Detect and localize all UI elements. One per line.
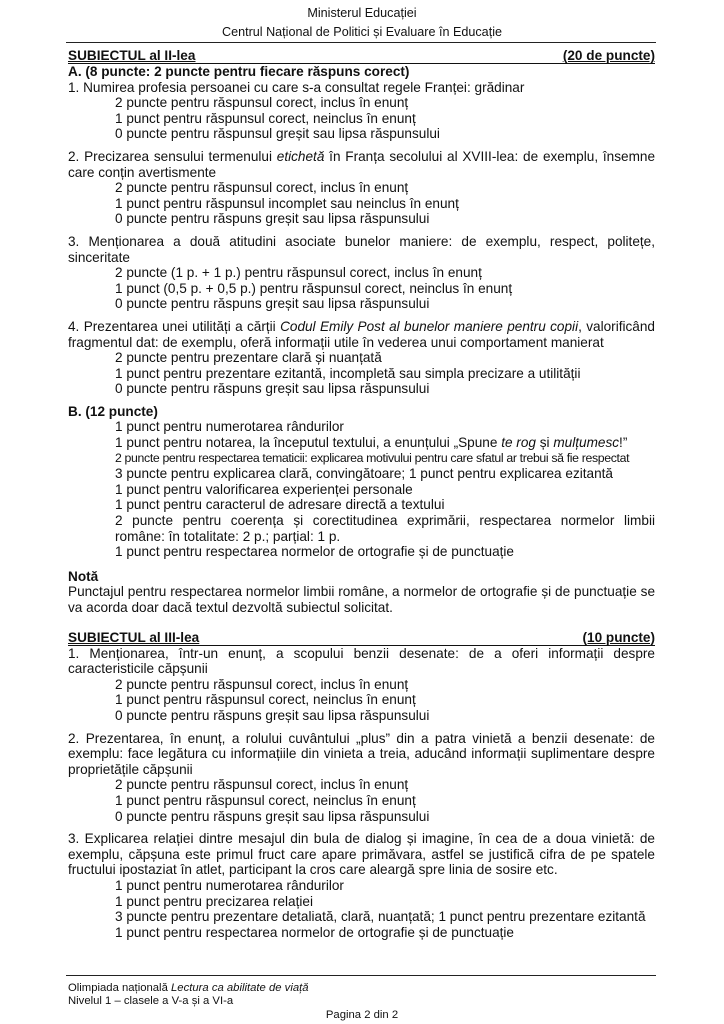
question-text — [68, 80, 655, 96]
italic-segment: Codul Emily Post al bunelor maniere pentru copii — [280, 318, 579, 334]
question-text — [68, 149, 655, 180]
footer-rule — [66, 975, 656, 976]
part-a-heading: A. (8 puncte: 2 puncte pentru fiecare răspuns corect) — [68, 64, 410, 79]
document-body — [68, 46, 655, 940]
text-segment: , valorificând fragmentul dat: de exemplu, oferă informații utile în vederea unui comportament manierat — [68, 318, 655, 350]
scoring-criterion: 0 puncte pentru răspuns greșit sau lipsa răspunsului — [115, 707, 430, 723]
scoring-criterion: 1 punct pentru răspunsul corect, neinclus în enunț — [115, 110, 416, 126]
scoring-criterion: 0 puncte pentru răspuns greșit sau lipsa răspunsului — [115, 381, 430, 397]
text-segment: !” — [619, 435, 628, 451]
text-segment: și — [535, 435, 554, 451]
scoring-criterion: 1 punct pentru precizarea relației — [115, 893, 313, 909]
text-segment: 1. Menționarea, într-un enunț, a scopului benzii desenate: de a oferi informații despre caracteristicile căpșunii — [68, 645, 655, 677]
scoring-criterion: 0 puncte pentru răspuns greșit sau lipsa răspunsului — [115, 808, 430, 824]
center-name: Centrul Național de Politici și Evaluare în Educație — [221, 25, 502, 39]
text-segment: 1 punct pentru respectarea normelor de ortografie și de punctuație — [115, 544, 514, 560]
scoring-criterion: 2 puncte pentru răspunsul corect, inclus în enunț — [115, 95, 409, 111]
scoring-criterion: 2 puncte pentru prezentare clară și nuanțată — [115, 350, 382, 366]
scoring-criterion — [68, 544, 655, 560]
scoring-criterion: 1 punct pentru răspunsul corect, neinclus în enunț — [115, 792, 416, 808]
text-segment: 3. Explicarea relației dintre mesajul din bula de dialog și imagine, în cea de a doua vinietă: de exemplu, căpșuna este primul fruct care apare primăvara, astfel se justifică cifra de pe spatele fructului ipostaziat în atlet, participant la cros care aleargă spre linia de sosire etc. — [68, 831, 655, 878]
text-segment: 3 puncte pentru explicarea clară, convingătoare; 1 punct pentru explicarea ezitantă — [115, 466, 613, 482]
scoring-criterion: 0 puncte pentru răspuns greșit sau lipsa răspunsului — [115, 211, 430, 227]
subject-2-heading — [68, 48, 655, 64]
page-number: Pagina 2 din 2 — [325, 1009, 399, 1021]
text-segment: 1 punct pentru valorificarea experienței personale — [115, 481, 413, 497]
question-text — [68, 831, 655, 878]
scoring-criterion — [68, 466, 655, 482]
subject-3-title: SUBIECTUL al III-lea — [68, 629, 200, 645]
subject-3-heading — [68, 630, 655, 646]
scoring-criterion: 1 punct pentru răspunsul incomplet sau neinclus în enunț — [115, 195, 459, 211]
question-text — [68, 646, 655, 677]
note-heading: Notă — [68, 568, 99, 584]
scoring-criterion: 1 punct pentru prezentare ezitantă, incompletă sau simpla precizare a utilității — [115, 365, 581, 381]
scoring-criterion: 2 puncte pentru răspunsul corect, inclus în enunț — [115, 676, 409, 692]
text-segment: 1. Numirea profesia persoanei cu care s-a consultat regele Franței: grădinar — [68, 79, 525, 95]
text-segment: 1 punct pentru caracterul de adresare directă a textului — [115, 497, 445, 513]
scoring-criterion: 1 punct (0,5 p. + 0,5 p.) pentru răspunsul corect, neinclus în enunț — [115, 280, 513, 296]
scoring-criterion — [68, 497, 655, 513]
footer-olympiad: Olimpiada națională — [68, 982, 171, 994]
text-segment: 1 punct pentru numerotarea rândurilor — [115, 419, 344, 435]
scoring-criterion — [68, 451, 655, 467]
text-segment: 2 puncte pentru respectarea tematicii: explicarea motivului pentru care sfatul ar trebui să fie respectat — [115, 450, 630, 465]
ministry-name: Ministerul Educației — [307, 6, 417, 20]
note-text: Punctajul pentru respectarea normelor limbii române, a normelor de ortografie și de punctuație se va acorda doar dacă textul dezvoltă subiectul solicitat. — [68, 584, 655, 615]
scoring-criterion: 2 puncte (1 p. + 1 p.) pentru răspunsul corect, inclus în enunț — [115, 265, 482, 281]
text-segment: 1 punct pentru notarea, la începutul textului, a enunțului „Spune — [115, 435, 502, 451]
text-segment: în Franța secolului al XVIII-lea: de exemplu, însemne care conțin avertismente — [68, 148, 656, 180]
text-segment: 3. Menționarea a două atitudini asociate bunelor maniere: de exemplu, respect, politețe, sinceritate — [68, 233, 655, 265]
footer — [68, 982, 309, 1008]
scoring-criterion: 1 punct pentru respectarea normelor de ortografie și de punctuație — [115, 924, 514, 940]
scoring-criterion: 2 puncte pentru răspunsul corect, inclus în enunț — [115, 180, 409, 196]
text-segment: 2 puncte pentru coerența și corectitudinea exprimării, respectarea normelor limbii române: în totalitate: 2 p.; parțial: 1 p. — [115, 513, 655, 544]
scoring-criterion: 0 puncte pentru răspunsul greșit sau lipsa răspunsului — [115, 126, 440, 142]
footer-line-2: Nivelul 1 – clasele a V-a și a VI-a — [68, 995, 234, 1007]
footer-olympiad-title: Lectura ca abilitate de viață — [171, 982, 309, 994]
scoring-criterion: 1 punct pentru răspunsul corect, neinclus în enunț — [115, 692, 416, 708]
question-text — [68, 319, 655, 350]
scoring-criterion — [68, 419, 655, 435]
question-text — [68, 234, 655, 265]
scoring-criterion — [68, 482, 655, 498]
scoring-criterion: 0 puncte pentru răspuns greșit sau lipsa răspunsului — [115, 296, 430, 312]
scoring-criterion: 1 punct pentru numerotarea rândurilor — [115, 877, 344, 893]
text-segment: 2. Prezentarea, în enunț, a rolului cuvântului „plus” din a patra vinietă a benzii desenate: de exemplu: face legătura cu informațiile din vinieta a treia, aducând informații suplimentare despre proprietățile căpșunii — [68, 730, 655, 777]
footer-line-1 — [68, 982, 309, 995]
spacer — [68, 616, 655, 628]
subject-2-title: SUBIECTUL al II-lea — [68, 48, 196, 63]
text-segment: 2. Precizarea sensului termenului — [68, 148, 277, 164]
subject-3-points: (10 puncte) — [582, 629, 655, 645]
text-segment: 4. Prezentarea unei utilități a cărții — [68, 318, 281, 334]
italic-segment: mulțumesc — [553, 435, 620, 451]
scoring-criterion — [68, 435, 655, 451]
scoring-criterion: 3 puncte pentru prezentare detaliată, clară, nuanțată; 1 punct pentru prezentare ezitantă — [115, 909, 646, 925]
header-rule — [66, 42, 656, 43]
scoring-criterion — [68, 513, 655, 544]
subject-2-points: (20 de puncte) — [562, 48, 655, 63]
italic-segment: etichetă — [276, 148, 325, 164]
part-b-heading: B. (12 puncte) — [68, 403, 158, 419]
scoring-criterion: 2 puncte pentru răspunsul corect, inclus în enunț — [115, 777, 409, 793]
document-header — [0, 4, 724, 42]
italic-segment: te rog — [501, 435, 536, 451]
question-text — [68, 731, 655, 778]
